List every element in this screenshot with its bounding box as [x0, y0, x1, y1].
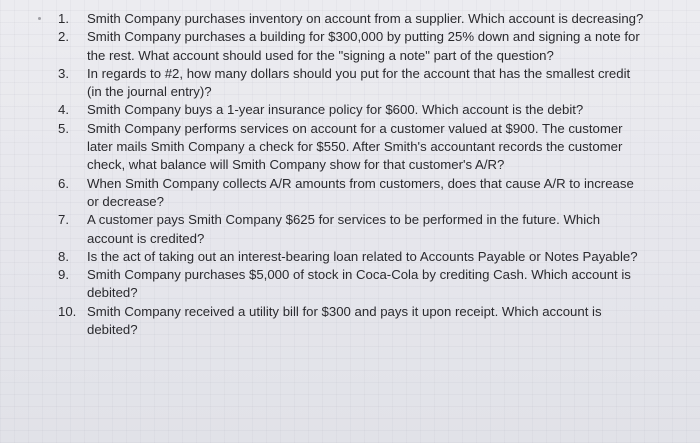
- question-item-2: [58, 28, 648, 65]
- question-number: 2.: [58, 29, 69, 45]
- question-number: 3.: [58, 65, 69, 81]
- question-item-5: [58, 120, 648, 175]
- question-text: Smith Company received a utility bill for $300 and pays it upon receipt. Which account is debited?: [87, 303, 602, 338]
- question-list: [58, 10, 648, 339]
- question-item-7: [58, 211, 648, 248]
- question-text: Smith Company performs services on account for a customer valued at $900. The customer later mails Smith Company a check for $550. After Smith's accountant records the customer check, what balance will Smith Company show for that customer's A/R?: [87, 120, 623, 173]
- question-number: 10.: [58, 303, 77, 319]
- question-item-1: [58, 10, 648, 28]
- question-text: Is the act of taking out an interest-bearing loan related to Accounts Payable or Notes Payable?: [87, 248, 638, 264]
- question-text: A customer pays Smith Company $625 for services to be performed in the future. Which account is credited?: [87, 212, 601, 246]
- question-item-4: [58, 101, 648, 119]
- question-text: Smith Company purchases inventory on account from a supplier. Which account is decreasing?: [87, 11, 644, 26]
- question-number: 1.: [58, 11, 69, 26]
- question-item-6: [58, 175, 648, 212]
- question-item-3: [58, 65, 648, 102]
- stray-mark: [38, 17, 41, 20]
- question-number: 6.: [58, 175, 69, 191]
- question-text: Smith Company purchases $5,000 of stock in Coca-Cola by crediting Cash. Which account is debited?: [87, 267, 631, 301]
- question-text: Smith Company buys a 1-year insurance policy for $600. Which account is the debit?: [87, 102, 584, 118]
- question-number: 9.: [58, 267, 69, 283]
- question-item-9: [58, 266, 648, 303]
- question-item-10: [58, 303, 648, 340]
- question-number: 4.: [58, 102, 69, 118]
- question-item-8: [58, 248, 648, 266]
- question-number: 7.: [58, 212, 69, 228]
- question-text: When Smith Company collects A/R amounts from customers, does that cause A/R to increase or decrease?: [87, 175, 634, 209]
- question-text: In regards to #2, how many dollars should you put for the account that has the smallest credit (in the journal entry)?: [87, 65, 631, 100]
- question-number: 5.: [58, 120, 69, 136]
- question-text: Smith Company purchases a building for $300,000 by putting 25% down and signing a note for the rest. What account should used for the "signing a note" part of the question?: [87, 29, 640, 63]
- question-number: 8.: [58, 248, 69, 264]
